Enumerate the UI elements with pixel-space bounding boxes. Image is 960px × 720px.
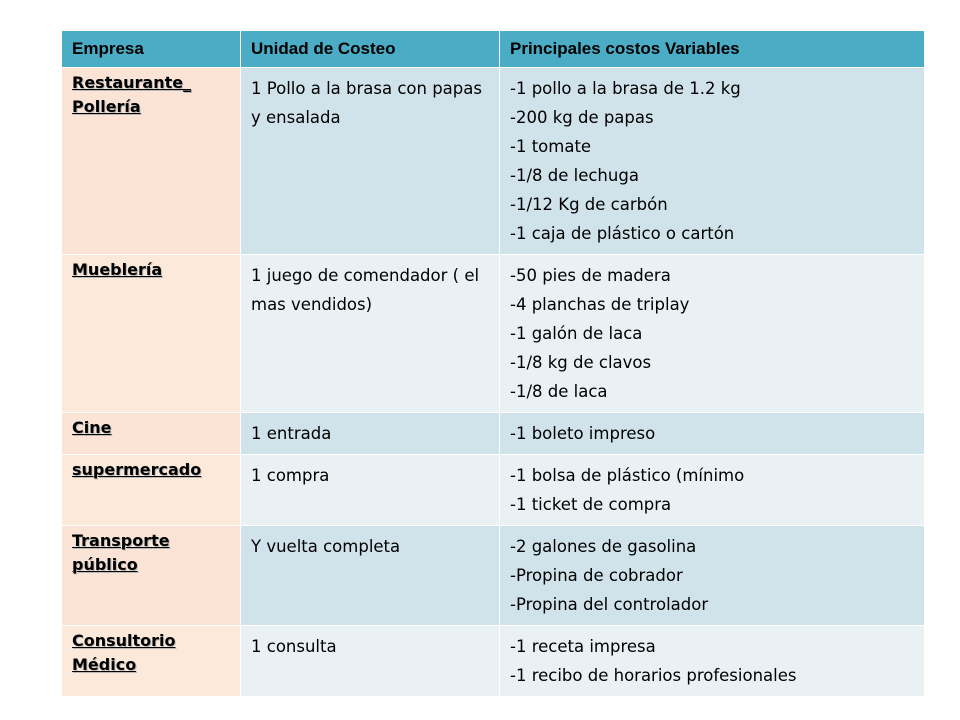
company-cell xyxy=(62,626,241,697)
table-row xyxy=(62,68,925,255)
table-row xyxy=(62,526,925,626)
cost-unit-cell xyxy=(241,455,500,526)
variable-costs-table xyxy=(61,30,925,697)
company-cell xyxy=(62,413,241,455)
table-row xyxy=(62,626,925,697)
variable-cost-item: -200 kg de papas xyxy=(510,108,654,127)
company-name: supermercado xyxy=(72,460,202,479)
cost-unit-text: 1 consulta xyxy=(251,637,337,656)
variable-cost-item: -1/12 Kg de carbón xyxy=(510,195,668,214)
header-principales-costos: Principales costos Variables xyxy=(500,31,925,68)
cost-unit-cell xyxy=(241,626,500,697)
table-row xyxy=(62,455,925,526)
cost-unit-cell xyxy=(241,255,500,413)
company-cell xyxy=(62,455,241,526)
variable-cost-item: -1 caja de plástico o cartón xyxy=(510,224,735,243)
variable-cost-item: -1 pollo a la brasa de 1.2 kg xyxy=(510,79,741,98)
company-name: Mueblería xyxy=(72,260,163,279)
header-row xyxy=(62,31,925,68)
variable-costs-cell xyxy=(500,526,925,626)
variable-cost-item: -1 bolsa de plástico (mínimo xyxy=(510,466,745,485)
variable-costs-cell xyxy=(500,626,925,697)
cost-unit-text: 1 Pollo a la brasa con papas y ensalada xyxy=(251,79,482,127)
company-name: Cine xyxy=(72,418,112,437)
variable-cost-item: -1 ticket de compra xyxy=(510,495,672,514)
company-name: Restaurante_ Pollería xyxy=(72,73,192,116)
table-row xyxy=(62,255,925,413)
company-name: Transporte público xyxy=(72,531,170,574)
variable-cost-item: -1/8 de laca xyxy=(510,382,608,401)
cost-unit-text: 1 compra xyxy=(251,466,330,485)
variable-cost-item: -Propina del controlador xyxy=(510,595,709,614)
header-unidad-de-costeo: Unidad de Costeo xyxy=(241,31,500,68)
variable-cost-item: -4 planchas de triplay xyxy=(510,295,690,314)
variable-cost-item: -1/8 kg de clavos xyxy=(510,353,652,372)
variable-costs-cell xyxy=(500,413,925,455)
variable-cost-item: -1/8 de lechuga xyxy=(510,166,639,185)
cost-unit-cell xyxy=(241,68,500,255)
table-row xyxy=(62,413,925,455)
company-cell xyxy=(62,255,241,413)
company-cell xyxy=(62,68,241,255)
variable-costs-cell xyxy=(500,255,925,413)
variable-cost-item: -1 galón de laca xyxy=(510,324,643,343)
cost-unit-text: 1 juego de comendador ( el mas vendidos) xyxy=(251,266,480,314)
variable-cost-item: -2 galones de gasolina xyxy=(510,537,697,556)
header-empresa: Empresa xyxy=(62,31,241,68)
variable-cost-item: -Propina de cobrador xyxy=(510,566,683,585)
cost-unit-text: 1 entrada xyxy=(251,424,332,443)
variable-cost-item: -1 recibo de horarios profesionales xyxy=(510,666,797,685)
variable-costs-cell xyxy=(500,455,925,526)
variable-costs-cell xyxy=(500,68,925,255)
variable-cost-item: -1 receta impresa xyxy=(510,637,656,656)
variable-cost-item: -1 boleto impreso xyxy=(510,424,656,443)
cost-unit-cell xyxy=(241,526,500,626)
company-name: Consultorio Médico xyxy=(72,631,176,674)
variable-cost-item: -1 tomate xyxy=(510,137,592,156)
variable-cost-item: -50 pies de madera xyxy=(510,266,671,285)
cost-unit-cell xyxy=(241,413,500,455)
cost-unit-text: Y vuelta completa xyxy=(251,537,401,556)
company-cell xyxy=(62,526,241,626)
